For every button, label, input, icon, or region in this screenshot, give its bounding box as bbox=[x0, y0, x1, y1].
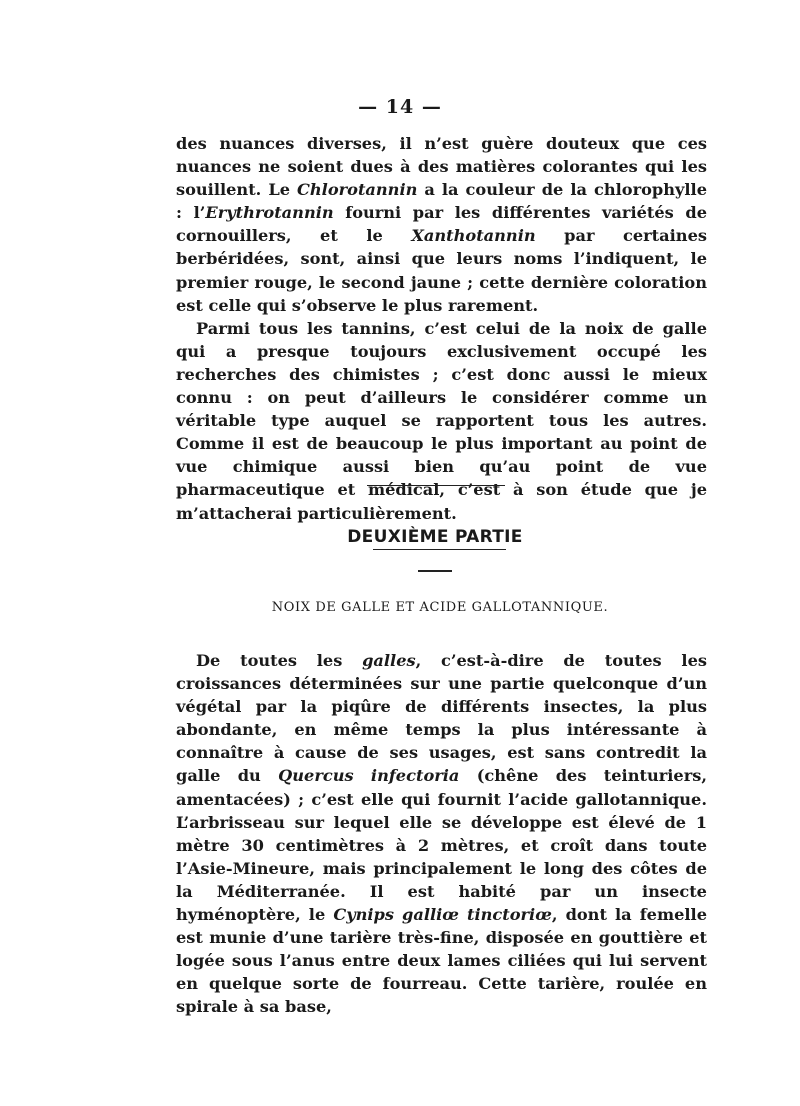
term-quercus-infectoria: Quercus infectoria bbox=[278, 766, 460, 786]
paragraph-gall-tannin: Parmi tous les tannins, c’est celui de la noix de galle qui a presque toujours exclusivement occupé les recherches des chimistes ; c’est donc aussi le mieux connu : on peut d’ailleurs le considérer comme un véritable type auquel se rapportent tous les autres. Comme il est de beaucoup le plus important au point de vue chimique aussi bien qu’au point de vue pharmaceutique et médical, c’est à son étude que je m’attacherai particulièrement. bbox=[176, 318, 707, 523]
text-block-bottom bbox=[176, 649, 707, 1019]
term-erythrotannin: Erythrotannin bbox=[205, 203, 334, 223]
part-heading: DEUXIÈME PARTIE bbox=[347, 527, 523, 547]
text-span: , dont la femelle est munie d’une tarière très-fine, disposée en gouttière et logée sous l’anus entre deux lames ciliées qui lui servent en quelque sorte de fourreau. Cette tarière, roulée en spirale à sa base, bbox=[176, 905, 707, 1017]
section-divider-rule bbox=[367, 485, 505, 486]
page-number: — 14 — bbox=[358, 96, 442, 118]
chapter-subheading: NOIX DE GALLE ET ACIDE GALLOTANNIQUE. bbox=[271, 600, 609, 615]
part-heading-underline bbox=[373, 549, 506, 550]
term-chlorotannin: Chlorotannin bbox=[297, 180, 418, 200]
text-span: , c’est-à-dire de toutes les croissances déterminées sur une partie quelconque d’un végétal par la piqûre de différents insectes, la plus abondante, en même temps la plus intéressante à connaître à cause de ses usages, est sans contredit la galle du bbox=[176, 651, 707, 786]
term-cynips: Cynips galliœ tinctoriœ bbox=[333, 905, 552, 925]
term-xanthotannin: Xanthotannin bbox=[411, 226, 536, 246]
paragraph-galls bbox=[176, 649, 707, 1019]
text-span: (chêne des teinturiers, amentacées) ; c’est elle qui fournit l’acide gallotannique. L’arbrisseau sur lequel elle se développe est élevé de 1 mètre 30 centimètres à 2 mètres, et croît dans toute l’Asie-Mineure, mais principalement le long des côtes de la Méditerranée. Il est habité par un insecte hyménoptère, le bbox=[176, 766, 707, 925]
text-span: des nuances diverses, il n’est guère douteux que ces nuances ne soient dues à des matières colorantes qui les souillent. Le bbox=[176, 134, 707, 200]
text-span: a la couleur de la chlorophylle : l’ bbox=[176, 180, 707, 223]
term-galles: galles bbox=[362, 651, 416, 670]
text-span: par certaines berbéridées, sont, ainsi que leurs noms l’indiquent, le premier rouge, le second jaune ; cette dernière coloration est celle qui s’observe le plus rarement. bbox=[176, 226, 707, 315]
text-block-top bbox=[176, 132, 707, 525]
short-divider-rule bbox=[418, 570, 452, 572]
text-span: De toutes les bbox=[196, 651, 363, 670]
paragraph-colored-tannins bbox=[176, 132, 707, 317]
text-span: fourni par les différentes variétés de cornouillers, et le bbox=[176, 203, 707, 246]
